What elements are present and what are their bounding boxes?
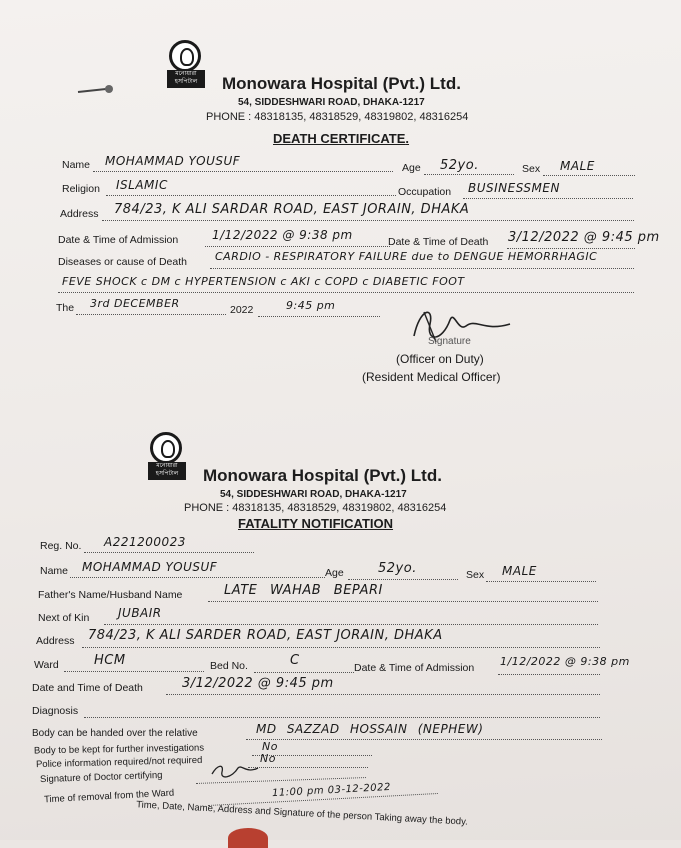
- label-reg-no: Reg. No.: [40, 540, 82, 552]
- value-occupation: BUSINESSMEN: [468, 181, 560, 195]
- label-address-2: Address: [36, 635, 75, 647]
- label-name: Name: [62, 159, 91, 171]
- value-name-2: MOHAMMAD YOUSUF: [82, 560, 218, 574]
- notification-title: FATALITY NOTIFICATION: [238, 516, 394, 531]
- label-father: Father's Name/Husband Name: [38, 589, 183, 601]
- value-next-of-kin: JUBAIR: [118, 606, 162, 620]
- label-bed: Bed No.: [210, 660, 248, 672]
- red-stamp-corner: [228, 828, 268, 848]
- value-address-2: 784/23, K ALI SARDER ROAD, EAST JORAIN, DHAKA: [88, 628, 443, 643]
- doctor-signature-icon: [210, 762, 260, 780]
- label-admission-2: Date & Time of Admission: [354, 662, 475, 674]
- value-death-2: 3/12/2022 @ 9:45 pm: [182, 676, 334, 691]
- label-officer-on-duty: (Officer on Duty): [396, 352, 484, 366]
- label-removal: Time of removal from the Ward: [43, 787, 175, 806]
- value-ward: HCM: [94, 653, 126, 668]
- value-religion: ISLAMIC: [116, 178, 168, 192]
- label-sex: Sex: [522, 163, 541, 175]
- hospital-logo-icon-2: মনোয়ারা হসপিটাল: [148, 432, 186, 484]
- label-diseases: Diseases or cause of Death: [58, 256, 187, 268]
- value-admission: 1/12/2022 @ 9:38 pm: [212, 228, 353, 242]
- value-address: 784/23, K ALI SARDAR ROAD, EAST JORAIN, DHAKA: [114, 202, 470, 217]
- label-signature: Signature: [428, 336, 471, 347]
- label-address: Address: [60, 208, 99, 220]
- value-further: No: [262, 740, 278, 753]
- value-age-2: 52yo.: [378, 561, 417, 576]
- label-name-2: Name: [40, 565, 69, 577]
- value-removal: 11:00 pm 03-12-2022: [271, 781, 392, 800]
- value-admission-2: 1/12/2022 @ 9:38 pm: [500, 655, 630, 668]
- value-police: No: [260, 752, 276, 765]
- value-age: 52yo.: [440, 158, 479, 173]
- label-death: Date & Time of Death: [388, 236, 489, 248]
- label-handed-over: Body can be handed over the relative: [32, 728, 198, 739]
- value-sex-2: MALE: [502, 564, 537, 578]
- label-police: Police information required/not required: [35, 754, 203, 771]
- value-cause-line2: FEVE SHOCK c DM c HYPERTENSION c AKI c COPD c DIABETIC FOOT: [62, 275, 465, 288]
- hospital-phone-2: PHONE : 48318135, 48318529, 48319802, 48316254: [184, 502, 447, 514]
- label-the: The: [56, 302, 75, 314]
- footer-note: Time, Date, Name, Address and Signature of the person Taking away the body.: [135, 799, 469, 828]
- value-name: MOHAMMAD YOUSUF: [105, 154, 241, 168]
- label-doctor-signature: Signature of Doctor certifying: [39, 769, 163, 786]
- hospital-address: 54, SIDDESHWARI ROAD, DHAKA-1217: [238, 97, 425, 108]
- hospital-logo-icon: মনোয়ারা হসপিটাল: [167, 40, 205, 92]
- label-diagnosis: Diagnosis: [32, 705, 79, 717]
- value-the-year: 2022: [230, 304, 254, 316]
- label-religion: Religion: [62, 183, 100, 195]
- value-cause-line1: CARDIO - RESPIRATORY FAILURE due to DENGUE HEMORRHAGIC: [215, 250, 598, 263]
- certificate-title: DEATH CERTIFICATE.: [273, 131, 410, 146]
- label-resident-medical-officer: (Resident Medical Officer): [362, 370, 501, 384]
- label-age-2: Age: [325, 567, 344, 579]
- value-the-date: 3rd DECEMBER: [90, 297, 180, 310]
- label-death-2: Date and Time of Death: [32, 682, 143, 694]
- label-next-of-kin: Next of Kin: [38, 612, 90, 624]
- hospital-name: Monowara Hospital (Pvt.) Ltd.: [222, 74, 461, 93]
- hospital-address-2: 54, SIDDESHWARI ROAD, DHAKA-1217: [220, 489, 407, 500]
- hospital-name-2: Monowara Hospital (Pvt.) Ltd.: [203, 466, 442, 485]
- label-age: Age: [402, 162, 421, 174]
- value-handed-over: MD SAZZAD HOSSAIN (NEPHEW): [256, 722, 484, 736]
- value-father: LATE WAHAB BEPARI: [224, 583, 383, 598]
- hospital-phone: PHONE : 48318135, 48318529, 48319802, 48316254: [206, 111, 469, 123]
- value-reg-no: A221200023: [104, 535, 186, 549]
- value-death: 3/12/2022 @ 9:45 pm: [508, 230, 660, 245]
- label-occupation: Occupation: [398, 186, 452, 198]
- value-bed: C: [290, 653, 300, 668]
- label-further: Body to be kept for further investigations: [33, 742, 205, 757]
- label-admission: Date & Time of Admission: [58, 234, 179, 246]
- value-sex: MALE: [560, 159, 595, 173]
- label-sex-2: Sex: [466, 569, 485, 581]
- label-ward: Ward: [34, 659, 59, 671]
- value-the-time: 9:45 pm: [286, 299, 336, 312]
